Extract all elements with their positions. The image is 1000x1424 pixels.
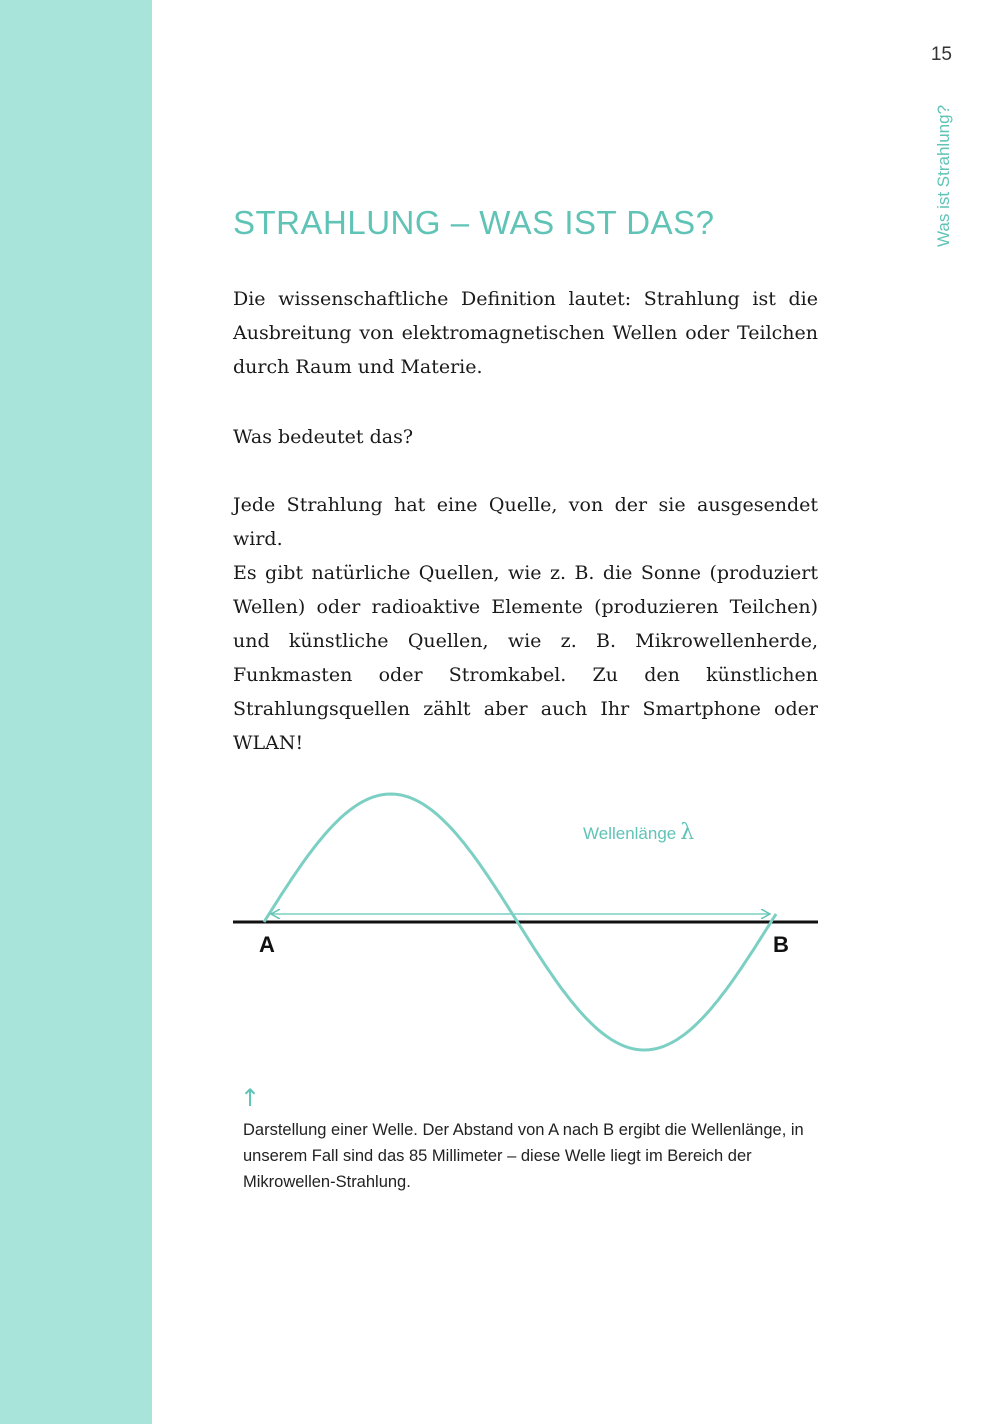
- wave-figure: [230, 780, 830, 1070]
- lambda-symbol: λ: [680, 820, 695, 845]
- point-b-label: B: [773, 932, 789, 957]
- paragraph-examples: Es gibt natürliche Quellen, wie z. B. die Sonne (produziert Wellen) oder radioaktive Elemente (produzieren Teilchen) und künstliche Quellen, wie z. B. Mikrowellenherde, Funkmasten oder Stromkabel. Zu den künstlichen Strahlungsquellen zählt aber auch Ihr Smartphone oder WLAN!: [233, 562, 818, 754]
- paragraph-question: Was bedeutet das?: [233, 426, 414, 448]
- page-number: 15: [930, 44, 952, 65]
- wavelength-label-text: Wellenlänge: [583, 824, 677, 843]
- figure-caption: Darstellung einer Welle. Der Abstand von A nach B ergibt die Wellenlänge, in unserem Fall sind das 85 Millimeter – diese Welle liegt im Bereich der Mikrowellen-Strahlung.: [243, 1121, 804, 1191]
- paragraph-definition: Die wissenschaftliche Definition lautet: Strahlung ist die Ausbreitung von elektromagnetischen Wellen oder Teilchen durch Raum und Materie.: [233, 288, 818, 378]
- wavelength-label: [583, 820, 694, 845]
- paragraph-source: Jede Strahlung hat eine Quelle, von der sie ausgesendet wird.: [233, 494, 818, 550]
- page-title: STRAHLUNG – WAS IST DAS?: [233, 204, 715, 241]
- point-a-label: A: [259, 932, 275, 957]
- wave-diagram: [230, 780, 830, 1070]
- running-head: Was ist Strahlung?: [934, 104, 953, 248]
- arrow-up-icon: ↑: [240, 1084, 261, 1112]
- decorative-side-band: [0, 0, 152, 1424]
